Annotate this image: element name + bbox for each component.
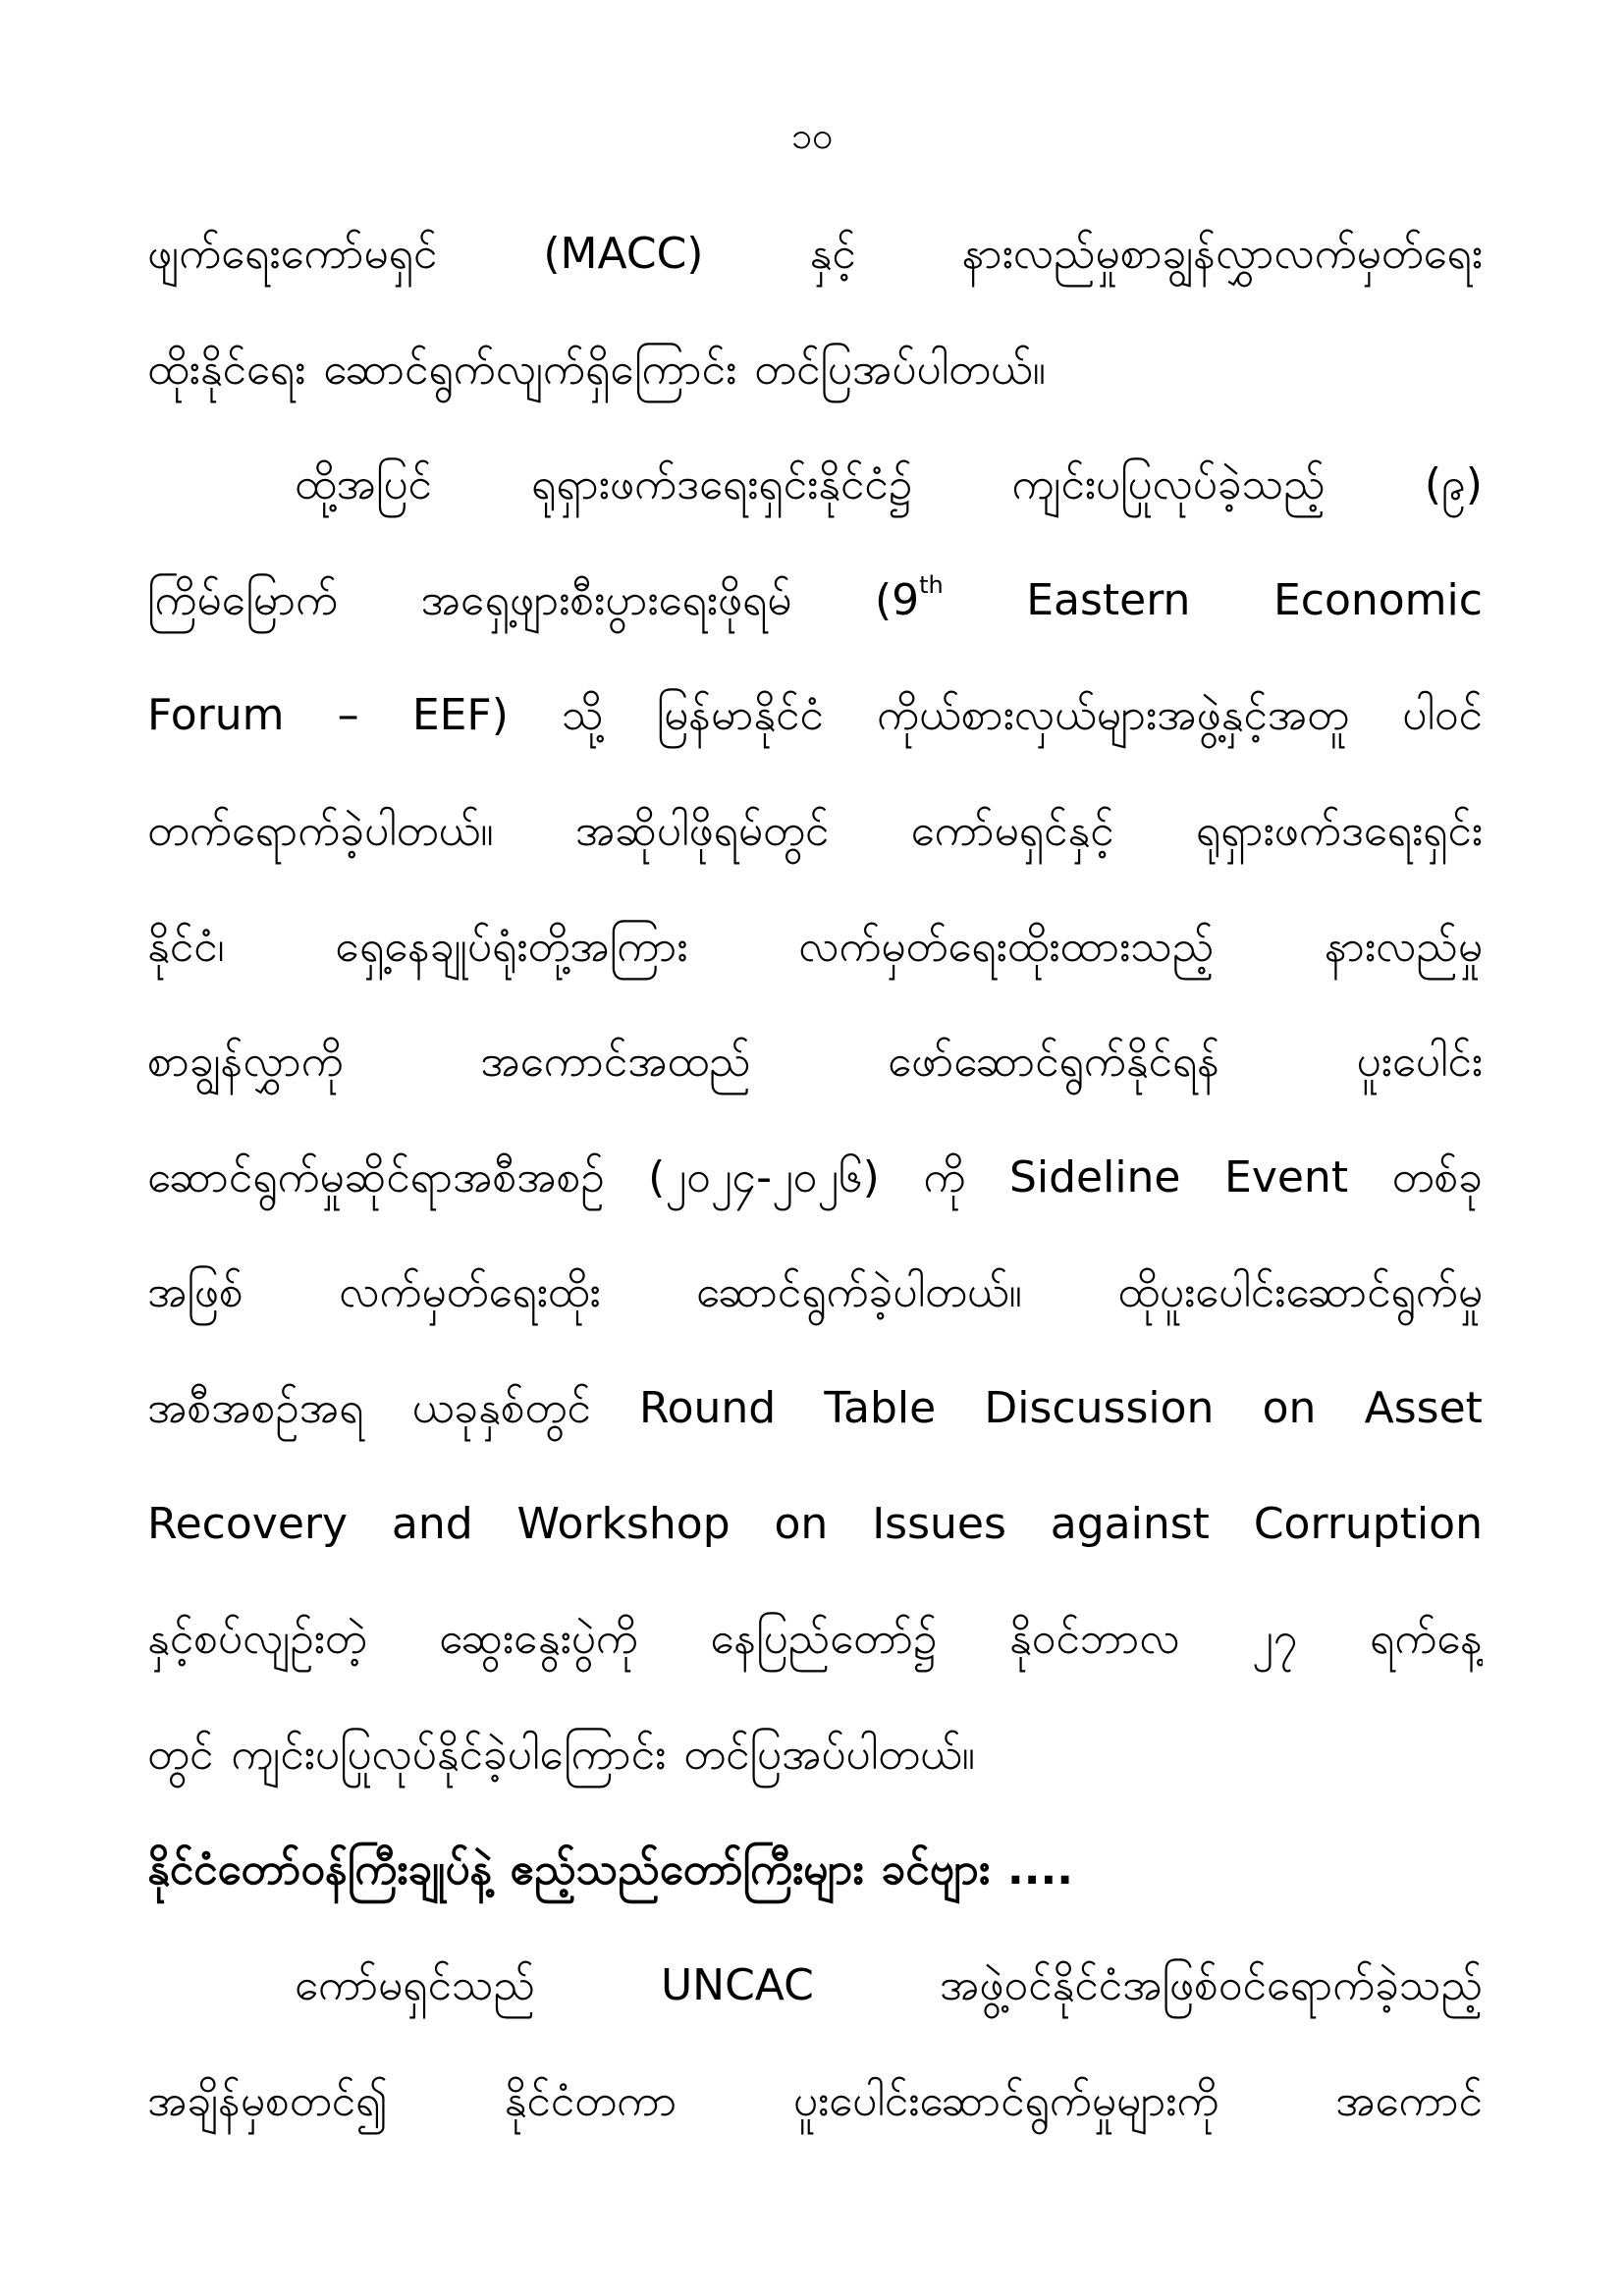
- word: ရက်နေ့: [1369, 1614, 1483, 1665]
- word: ဖျက်ရေးကော်မရှင်: [147, 229, 438, 279]
- word: Event: [1224, 1151, 1349, 1202]
- word: စာချွန်လွှာကို: [147, 1037, 344, 1088]
- word: on: [774, 1498, 829, 1549]
- word: တက်ရောက်ခဲ့ပါတယ်။: [147, 805, 494, 856]
- text-line: [147, 196, 1483, 312]
- word: Asset: [1364, 1382, 1483, 1433]
- word: ရုရှားဖက်ဒရေးရှင်းနိုင်ငံ၌: [531, 459, 913, 510]
- word: လက်မှတ်ရေးထိုးထားသည့်: [798, 921, 1215, 972]
- word: ကိုယ်စားလှယ်များအဖွဲ့နှင့်အတူ: [876, 690, 1349, 741]
- word: UNCAC: [660, 1959, 814, 2010]
- word: ဆောင်ရွက်ခဲ့ပါတယ်။: [696, 1267, 1022, 1318]
- word: Table: [824, 1382, 937, 1433]
- word: အကောင်: [1335, 2075, 1483, 2126]
- word: တင်ပြအပ်ပါတယ်။: [683, 1729, 976, 1780]
- word: ခင်ဗျား: [881, 1844, 991, 1896]
- word: နှင့်: [809, 229, 856, 279]
- text-line: [147, 1697, 1483, 1813]
- word: ဆွေးနွေးပွဲကို: [439, 1614, 638, 1665]
- word: (၉): [1424, 459, 1483, 510]
- text-line: [147, 1351, 1483, 1467]
- text-line: [147, 889, 1483, 1005]
- text-line: [147, 1467, 1483, 1582]
- text-line: [147, 543, 1483, 659]
- word: (MACC): [543, 229, 704, 279]
- word: ရုရှားဖက်ဒရေးရှင်း: [1195, 805, 1483, 856]
- word: ပူးပေါင်းဆောင်ရွက်မှုများကို: [792, 2075, 1219, 2126]
- word: Round: [638, 1382, 777, 1433]
- word: ကြိမ်မြောက်: [147, 574, 339, 625]
- word: ယခုနှစ်တွင်: [411, 1382, 591, 1433]
- word: တစ်ခု: [1391, 1151, 1483, 1202]
- word: EEF): [411, 690, 509, 741]
- word: သို့: [562, 690, 604, 741]
- word: Workshop: [516, 1498, 731, 1549]
- text-line: [147, 1235, 1483, 1351]
- word: နိုဝင်ဘာလ: [1008, 1614, 1180, 1665]
- text-line: [147, 1581, 1483, 1697]
- text-line: [147, 312, 1483, 428]
- word: (9th: [874, 570, 944, 625]
- word: အဖြစ်: [147, 1267, 244, 1318]
- word: အချိန်မှစတင်၍: [147, 2075, 388, 2126]
- word: Eastern: [1026, 574, 1191, 625]
- word: ထို့အပြင်: [295, 459, 432, 510]
- text-line: [147, 2044, 1483, 2160]
- word: ကျင်းပပြုလုပ်ခဲ့သည့်: [1011, 459, 1326, 510]
- word: အဆိုပါဖိုရမ်တွင်: [574, 805, 830, 856]
- word: ထိုပူးပေါင်းဆောင်ရွက်မှု: [1117, 1267, 1483, 1318]
- word: ကော်မရှင်နှင့်: [910, 805, 1114, 856]
- text-line: [147, 1004, 1483, 1120]
- word: Sideline: [1008, 1151, 1181, 1202]
- word: နိုင်ငံတော်ဝန်ကြီးချုပ်နဲ့: [147, 1844, 493, 1896]
- word: on: [1262, 1382, 1317, 1433]
- word: ထိုးနိုင်ရေး: [147, 344, 306, 395]
- word: Forum: [147, 690, 285, 741]
- document-body: [147, 196, 1483, 2159]
- word: ပူးပေါင်း: [1356, 1037, 1483, 1088]
- word: အရှေ့ဖျားစီးပွားရေးဖိုရမ်: [420, 574, 792, 625]
- word: လက်မှတ်ရေးထိုး: [339, 1267, 601, 1318]
- word: Issues: [872, 1498, 1006, 1549]
- word: ....: [1007, 1844, 1073, 1896]
- word: အကောင်အထည်: [480, 1037, 751, 1088]
- text-line: [147, 774, 1483, 889]
- word: နားလည်မှု: [1325, 921, 1483, 972]
- word: နိုင်ငံ၊: [147, 921, 225, 972]
- word: –: [337, 690, 359, 741]
- text-line: [147, 427, 1483, 543]
- text-line: [147, 1120, 1483, 1236]
- word: အဖွဲ့ဝင်နိုင်ငံအဖြစ်ဝင်ရောက်ခဲ့သည့်: [939, 1959, 1483, 2010]
- word: တင်ပြအပ်ပါတယ်။: [754, 344, 1046, 395]
- word: ဆောင်ရွက်လျက်ရှိကြောင်း: [323, 344, 737, 395]
- word: against: [1050, 1498, 1210, 1549]
- word: နေပြည်တော်၌: [710, 1614, 938, 1665]
- word: ပါဝင်: [1402, 690, 1483, 741]
- word: Discussion: [984, 1382, 1215, 1433]
- word: မြန်မာနိုင်ငံ: [656, 690, 824, 741]
- word: ရှေ့နေချုပ်ရုံးတို့အကြား: [335, 921, 688, 972]
- word: ဖော်ဆောင်ရွက်နိုင်ရန်: [888, 1037, 1219, 1088]
- page-number: ၁၀: [790, 114, 834, 157]
- word: ကျင်းပပြုလုပ်နိုင်ခဲ့ပါကြောင်း: [231, 1729, 667, 1780]
- word: and: [391, 1498, 473, 1549]
- word: Economic: [1272, 574, 1483, 625]
- word: ဆောင်ရွက်မှုဆိုင်ရာအစီအစဉ်: [147, 1151, 605, 1202]
- word: ကို: [923, 1151, 966, 1202]
- word: ကော်မရှင်သည်: [295, 1959, 535, 2010]
- word: နိုင်ငံတကာ: [504, 2075, 677, 2126]
- word: နားလည်မှုစာချွန်လွှာလက်မှတ်ရေး: [961, 229, 1483, 279]
- text-line: [147, 658, 1483, 774]
- section-heading: [147, 1812, 1483, 1928]
- word: Recovery: [147, 1498, 349, 1549]
- word: တွင်: [147, 1729, 214, 1780]
- word: နှင့်စပ်လျဉ်းတဲ့: [147, 1614, 367, 1665]
- word: ၂၇: [1252, 1614, 1298, 1665]
- text-line: [147, 1928, 1483, 2044]
- word: (၂၀၂၄-၂၀၂၆): [648, 1151, 880, 1202]
- word: အစီအစဉ်အရ: [147, 1382, 364, 1433]
- word: ဧည့်သည်တော်ကြီးများ: [510, 1844, 864, 1896]
- word: Corruption: [1253, 1498, 1483, 1549]
